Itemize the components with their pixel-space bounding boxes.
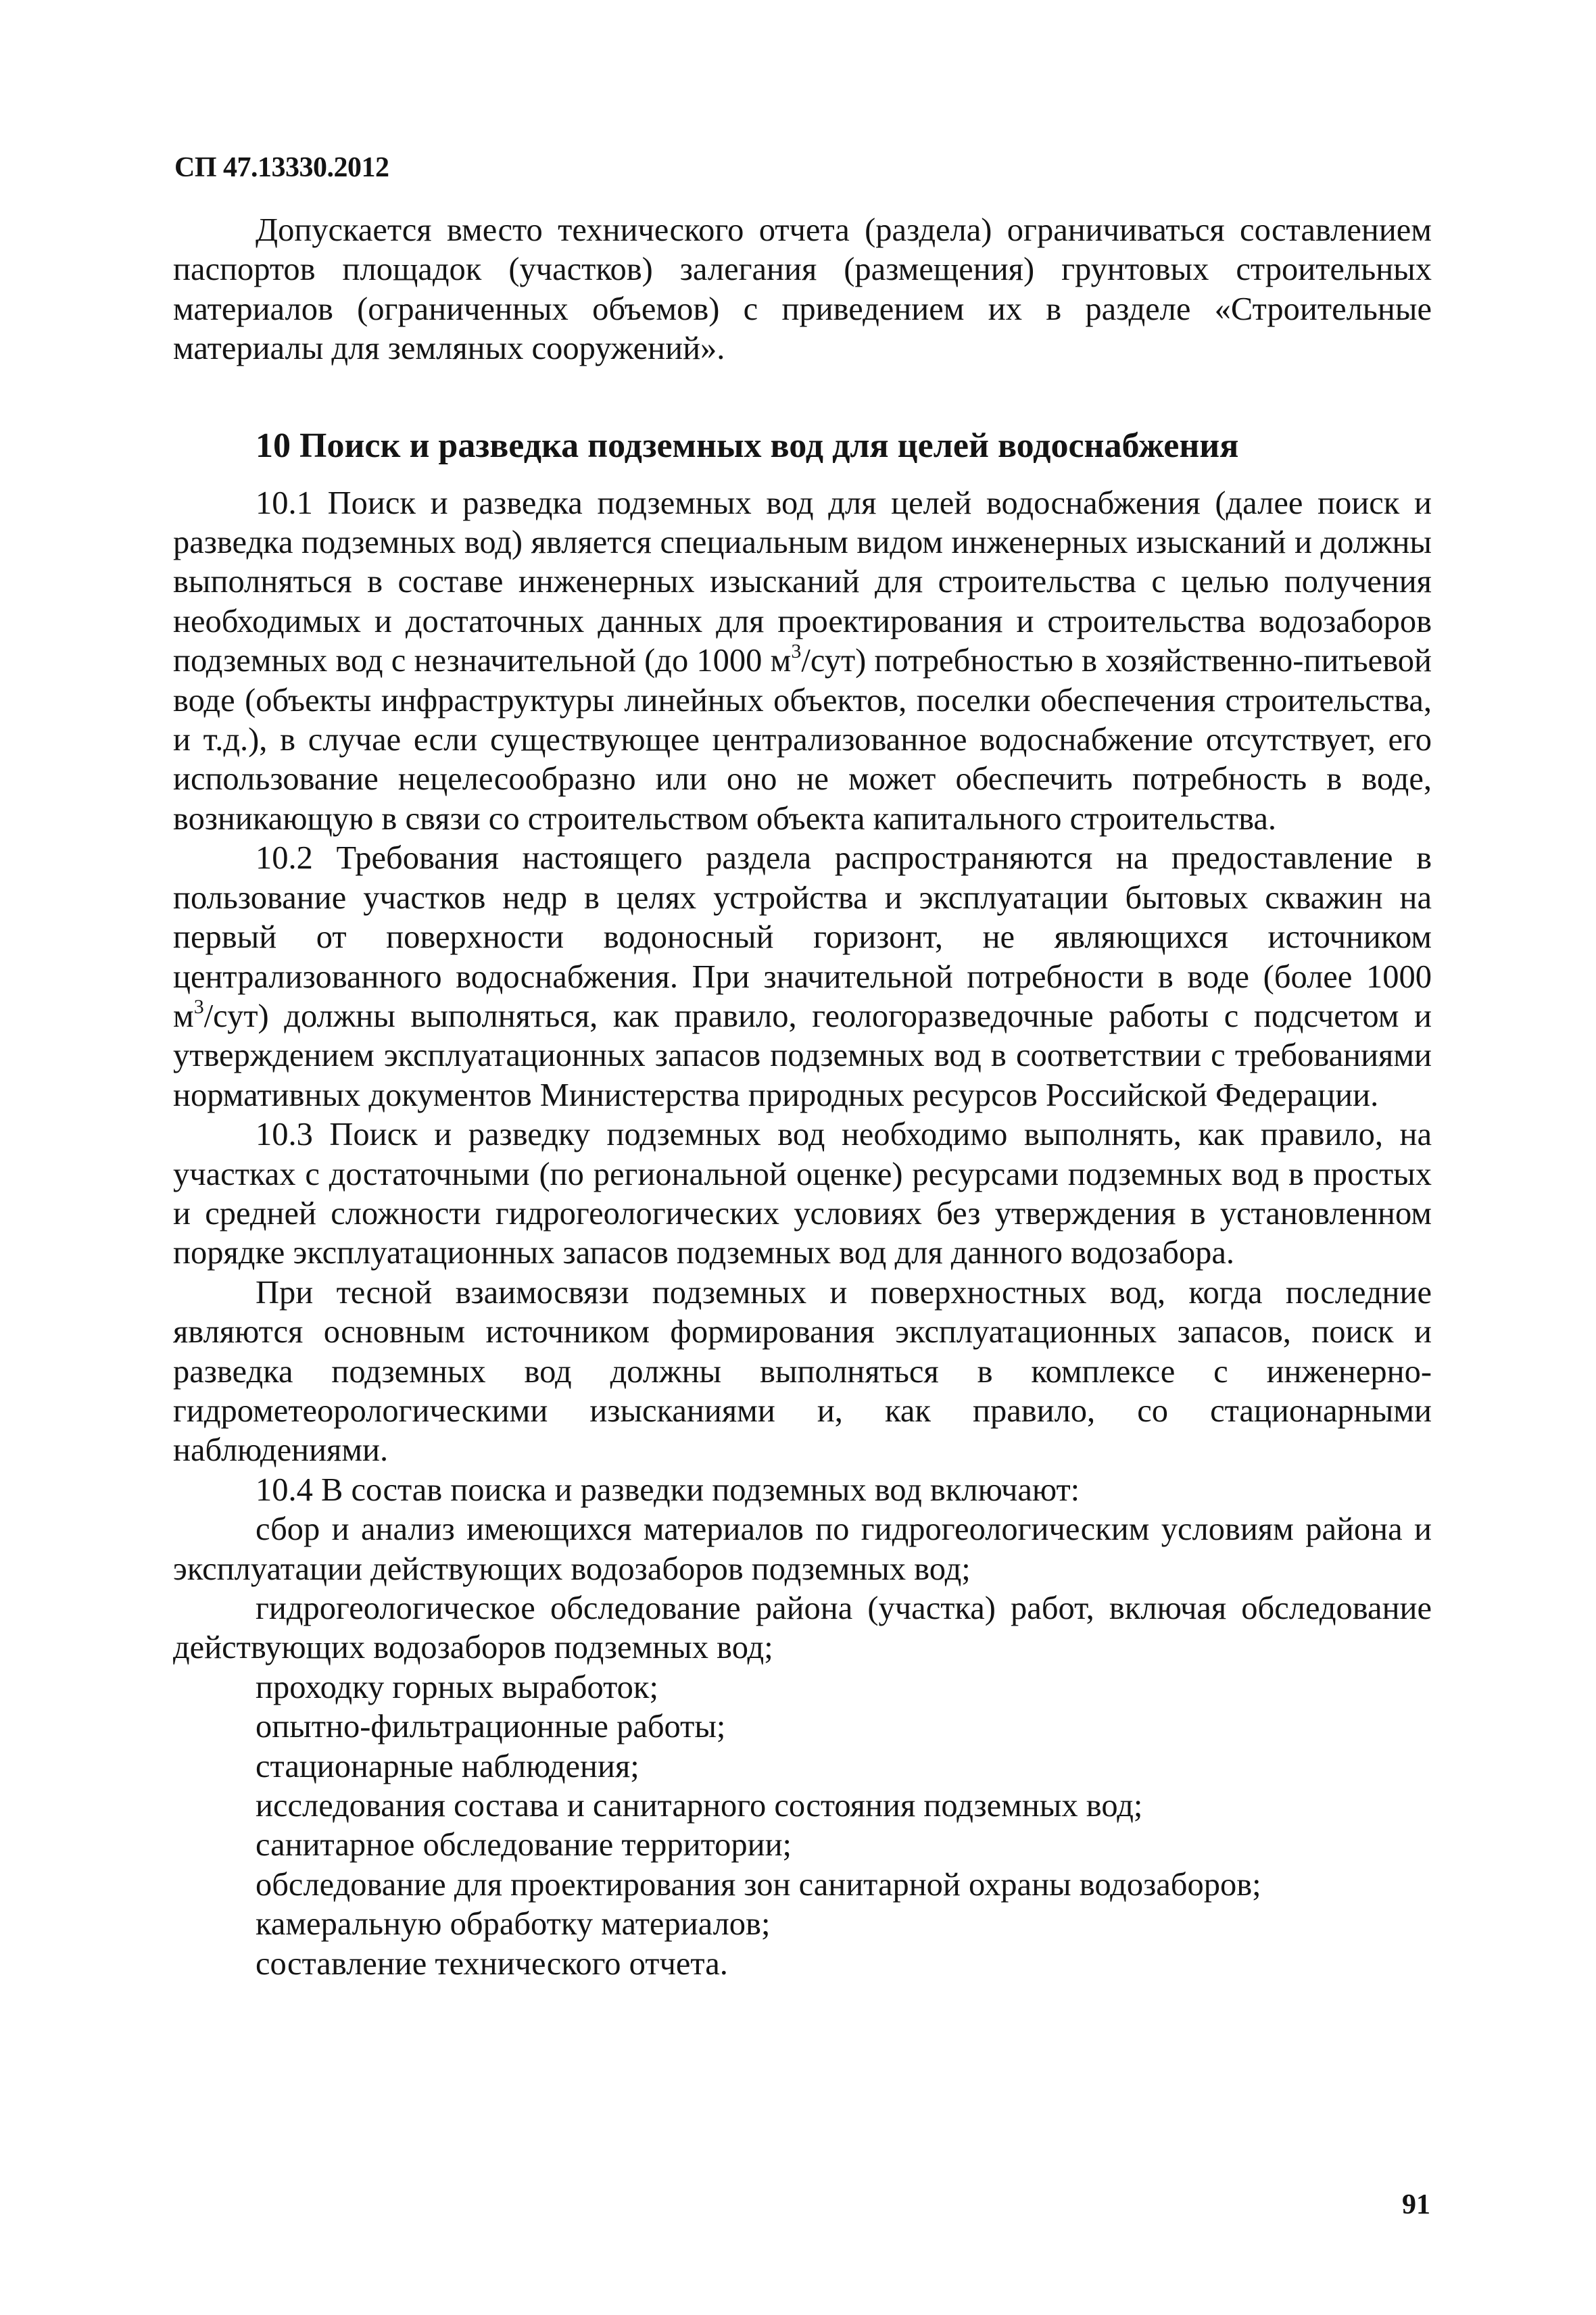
list-item: сбор и анализ имеющихся материалов по гидрогеологическим условиям района и эксплуатации действующих водозаборов подземных вод;: [173, 1511, 1432, 1587]
section-heading: 10 Поиск и разведка подземных вод для целей водоснабжения: [256, 426, 1239, 465]
list-item: стационарные наблюдения;: [256, 1748, 639, 1784]
list-item: санитарное обследование территории;: [256, 1827, 792, 1863]
list-item: исследования состава и санитарного состояния подземных вод;: [256, 1788, 1143, 1824]
paragraph-10-1-text: 10.1 Поиск и разведка подземных вод для целей водоснабжения (далее поиск и разведка подземных вод) является специальным видом инженерных изысканий и должны выполняться в составе инженерных изысканий для строительства с целью получения необходимых и достаточных данных для проектирования и строительства водозаборов подземных вод с незначительной (до 1000 м: [173, 485, 1432, 679]
document-body: [173, 211, 1432, 1984]
document-code: СП 47.13330.2012: [174, 152, 389, 183]
list-item: опытно-фильтрационные работы;: [256, 1709, 726, 1745]
page-number: 91: [1402, 2189, 1430, 2220]
list-item: проходку горных выработок;: [256, 1669, 658, 1705]
intro-paragraph: Допускается вместо технического отчета (раздела) ограничиваться составлением паспортов площадок (участков) залегания (размещения) грунтовых строительных материалов (ограниченных объемов) с приведением их в разделе «Строительные материалы для земляных сооружений».: [173, 212, 1432, 367]
list-item: гидрогеологическое обследование района (участка) работ, включая обследование действующих водозаборов подземных вод;: [173, 1590, 1432, 1666]
superscript-cube: 3: [791, 640, 802, 663]
paragraph-10-3-continued: При тесной взаимосвязи подземных и поверхностных вод, когда последние являются основным источником формирования эксплуатационных запасов, поиск и разведка подземных вод должны выполняться в комплексе с инженерно-гидрометеорологическими изысканиями и, как правило, со стационарными наблюдениями.: [173, 1274, 1432, 1469]
list-item: составление технического отчета.: [256, 1945, 728, 1982]
paragraph-10-4-intro: 10.4 В состав поиска и разведки подземных вод включают:: [256, 1471, 1080, 1508]
paragraph-10-2-text-cont: /сут) должны выполняться, как правило, геологоразведочные работы с подсчетом и утверждением эксплуатационных запасов подземных вод в соответствии с требованиями нормативных документов Министерства природных ресурсов Российской Федерации.: [173, 998, 1432, 1113]
paragraph-10-1: [173, 484, 1432, 839]
list-item: камеральную обработку материалов;: [256, 1906, 771, 1943]
superscript-cube: 3: [193, 995, 204, 1018]
paragraph-10-2: [173, 839, 1432, 1115]
list-item: обследование для проектирования зон санитарной охраны водозаборов;: [256, 1866, 1261, 1903]
paragraph-10-2-text: 10.2 Требования настоящего раздела распространяются на предоставление в пользование участков недр в целях устройства и эксплуатации бытовых скважин на первый от поверхности водоносный горизонт, не являющихся источником централизованного водоснабжения. При значительной потребности в воде (более 1000 м: [173, 840, 1432, 1034]
paragraph-10-1-text-cont: /сут) потребностью в хозяйственно-питьевой воде (объекты инфраструктуры линейных объектов, поселки обеспечения строительства, и т.д.), в случае если существующее централизованное водоснабжение отсутствует, его использование нецелесообразно или оно не может обеспечить потребность в воде, возникающую в связи со строительством объекта капитального строительства.: [173, 643, 1432, 837]
paragraph-10-3: 10.3 Поиск и разведку подземных вод необходимо выполнять, как правило, на участках с достаточными (по региональной оценке) ресурсами подземных вод в простых и средней сложности гидрогеологических условиях без утверждения в установленном порядке эксплуатационных запасов подземных вод для данного водозабора.: [173, 1117, 1432, 1271]
